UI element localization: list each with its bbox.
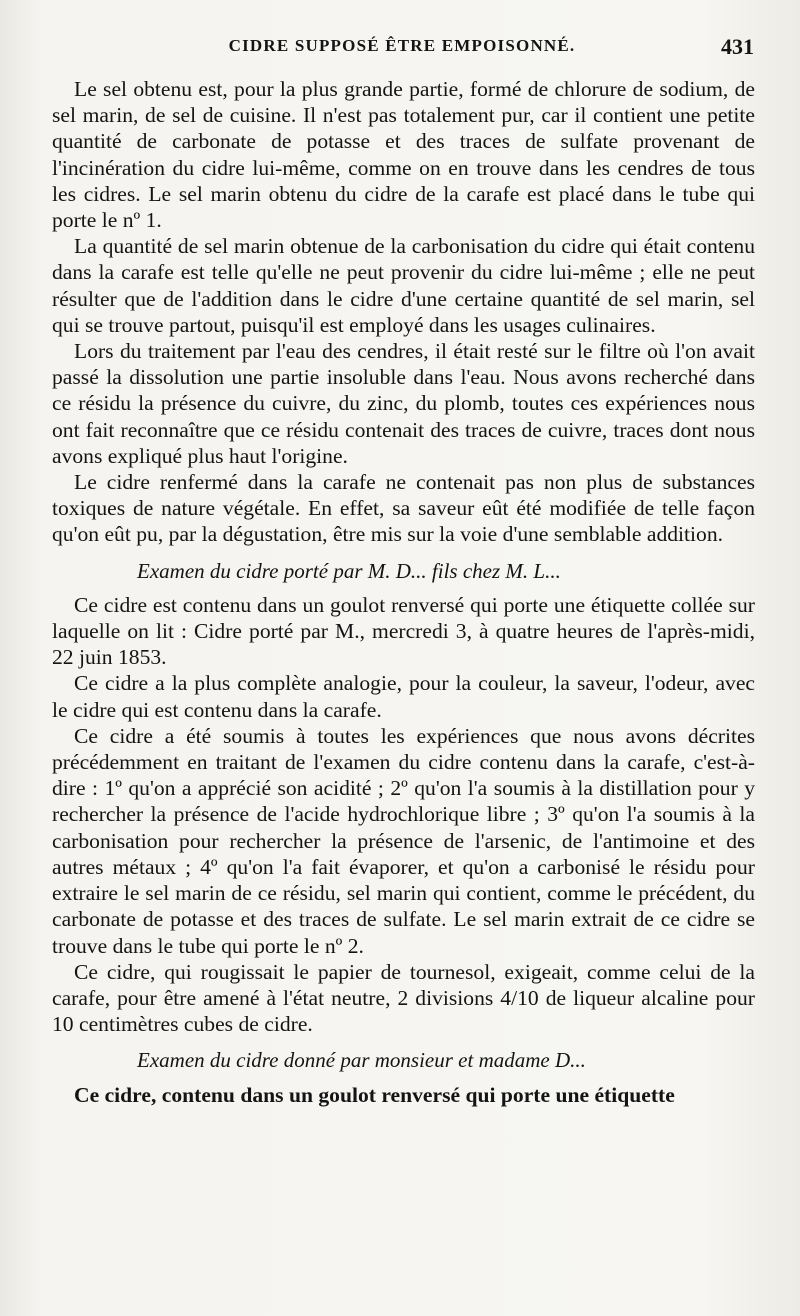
paragraph: Ce cidre, contenu dans un goulot renversé qui porte une étiquette	[74, 1082, 675, 1107]
paragraph: Ce cidre, qui rougissait le papier de tournesol, exigeait, comme celui de la carafe, pour être amené à l'état neutre, 2 divisions 4/10 de liqueur alcaline pour 10 centimètres cubes de cidre.	[52, 959, 755, 1037]
paragraph: Le sel obtenu est, pour la plus grande partie, formé de chlorure de sodium, de sel marin, de sel de cuisine. Il n'est pas totalement pur, car il contient une petite quantité de carbonate de potasse et des traces de sulfate provenant de l'incinération du cidre lui-même, comme on en trouve dans les cendres de tous les cidres. Le sel marin obtenu du cidre de la carafe est placé dans le tube qui porte le nº 1.	[52, 77, 755, 233]
paragraph: Ce cidre a été soumis à toutes les expériences que nous avons décrites précédemment en traitant de l'examen du cidre contenu dans la carafe, c'est-à-dire : 1º qu'on a apprécié son acidité ; 2º qu'on l'a soumis à la distillation pour y rechercher la présence de l'acide hydrochlorique libre ; 3º qu'on l'a soumis à la carbonisation pour rechercher la présence de l'arsenic, de l'antimoine et des autres métaux ; 4º qu'on l'a fait évaporer, et qu'on a carbonisé le résidu pour extraire le sel marin de ce résidu, sel marin qui contient, comme le précédent, du carbonate de potasse et des traces de sulfate. Le sel marin extrait de ce cidre se trouve dans le tube qui porte le nº 2.	[52, 723, 755, 958]
page-header	[52, 34, 752, 62]
paragraph: Ce cidre est contenu dans un goulot renversé qui porte une étiquette collée sur laquelle on lit : Cidre porté par M., mercredi 3, à quatre heures de l'après-midi, 22 juin 1853.	[52, 592, 755, 670]
page-body	[52, 76, 755, 1108]
paragraph: Le cidre renfermé dans la carafe ne contenait pas non plus de substances toxiques de nature végétale. En effet, sa saveur eût été modifiée de telle façon qu'on eût pu, par la dégustation, être mis sur la voie d'une semblable addition.	[52, 470, 755, 547]
page-number: 431	[721, 34, 754, 59]
section-heading: Examen du cidre porté par M. D... fils chez M. L...	[137, 558, 561, 583]
paragraph: Ce cidre a la plus complète analogie, pour la couleur, la saveur, l'odeur, avec le cidre qui est contenu dans la carafe.	[52, 671, 755, 722]
running-title: CIDRE SUPPOSÉ ÊTRE EMPOISONNÉ.	[228, 36, 576, 55]
paragraph: Lors du traitement par l'eau des cendres, il était resté sur le filtre où l'on avait passé la dissolution une partie insoluble dans l'eau. Nous avons recherché dans ce résidu la présence du cuivre, du zinc, du plomb, toutes ces expériences nous ont fait reconnaître que ce résidu contenait des traces de cuivre, traces dont nous avons expliqué plus haut l'origine.	[52, 339, 755, 468]
section-heading: Examen du cidre donné par monsieur et madame D...	[137, 1048, 586, 1073]
paragraph: La quantité de sel marin obtenue de la carbonisation du cidre qui était contenu dans la carafe est telle qu'elle ne peut provenir du cidre lui-même ; elle ne peut résulter que de l'addition dans le cidre d'une certaine quantité de sel marin, sel qui se trouve partout, puisqu'il est employé dans les usages culinaires.	[52, 234, 755, 337]
